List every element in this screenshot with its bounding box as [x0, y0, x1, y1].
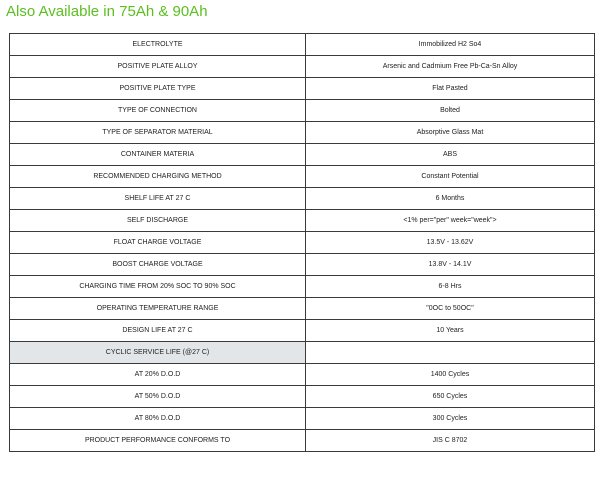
- spec-label: AT 80% D.O.D: [10, 408, 306, 430]
- table-row: [10, 188, 595, 210]
- specifications-table: [9, 33, 595, 452]
- table-row: [10, 34, 595, 56]
- spec-label: AT 50% D.O.D: [10, 386, 306, 408]
- table-row: [10, 210, 595, 232]
- spec-label: TYPE OF CONNECTION: [10, 100, 306, 122]
- table-section-row: [10, 342, 595, 364]
- spec-value: Constant Potential: [306, 166, 595, 188]
- spec-value: 6-8 Hrs: [306, 276, 595, 298]
- spec-value: Absorptive Glass Mat: [306, 122, 595, 144]
- spec-value: ABS: [306, 144, 595, 166]
- spec-label: TYPE OF SEPARATOR MATERIAL: [10, 122, 306, 144]
- spec-label: ELECTROLYTE: [10, 34, 306, 56]
- spec-value: Bolted: [306, 100, 595, 122]
- table-row: [10, 430, 595, 452]
- table-row: [10, 320, 595, 342]
- spec-value: 6 Months: [306, 188, 595, 210]
- table-row: [10, 254, 595, 276]
- spec-label: OPERATING TEMPERATURE RANGE: [10, 298, 306, 320]
- spec-value: Immobilized H2 So4: [306, 34, 595, 56]
- table-row: [10, 408, 595, 430]
- table-row: [10, 298, 595, 320]
- spec-value: Flat Pasted: [306, 78, 595, 100]
- table-row: [10, 276, 595, 298]
- spec-value: <1% per="per" week="week">: [306, 210, 595, 232]
- section-label: CYCLIC SERVICE LIFE (@27 C): [10, 342, 306, 364]
- spec-value: 300 Cycles: [306, 408, 595, 430]
- table-row: [10, 232, 595, 254]
- spec-label: POSITIVE PLATE ALLOY: [10, 56, 306, 78]
- spec-label: CONTAINER MATERIA: [10, 144, 306, 166]
- spec-label: BOOST CHARGE VOLTAGE: [10, 254, 306, 276]
- spec-value: JIS C 8702: [306, 430, 595, 452]
- table-row: [10, 122, 595, 144]
- spec-value: Arsenic and Cadmium Free Pb-Ca-Sn Alloy: [306, 56, 595, 78]
- table-row: [10, 166, 595, 188]
- spec-label: AT 20% D.O.D: [10, 364, 306, 386]
- table-row: [10, 144, 595, 166]
- spec-value: 13.8V - 14.1V: [306, 254, 595, 276]
- table-row: [10, 56, 595, 78]
- spec-value: 1400 Cycles: [306, 364, 595, 386]
- spec-label: SELF DISCHARGE: [10, 210, 306, 232]
- table-row: [10, 364, 595, 386]
- spec-label: RECOMMENDED CHARGING METHOD: [10, 166, 306, 188]
- spec-label: CHARGING TIME FROM 20% SOC TO 90% SOC: [10, 276, 306, 298]
- spec-value: 10 Years: [306, 320, 595, 342]
- page-heading: Also Available in 75Ah & 90Ah: [6, 3, 208, 20]
- spec-label: SHELF LIFE AT 27 C: [10, 188, 306, 210]
- spec-label: POSITIVE PLATE TYPE: [10, 78, 306, 100]
- table-row: [10, 386, 595, 408]
- table-row: [10, 100, 595, 122]
- spec-value: [306, 342, 595, 364]
- spec-label: FLOAT CHARGE VOLTAGE: [10, 232, 306, 254]
- spec-label: DESIGN LIFE AT 27 C: [10, 320, 306, 342]
- spec-label: PRODUCT PERFORMANCE CONFORMS TO: [10, 430, 306, 452]
- table-row: [10, 78, 595, 100]
- spec-value: "0OC to 50OC": [306, 298, 595, 320]
- spec-value: 650 Cycles: [306, 386, 595, 408]
- spec-value: 13.5V - 13.62V: [306, 232, 595, 254]
